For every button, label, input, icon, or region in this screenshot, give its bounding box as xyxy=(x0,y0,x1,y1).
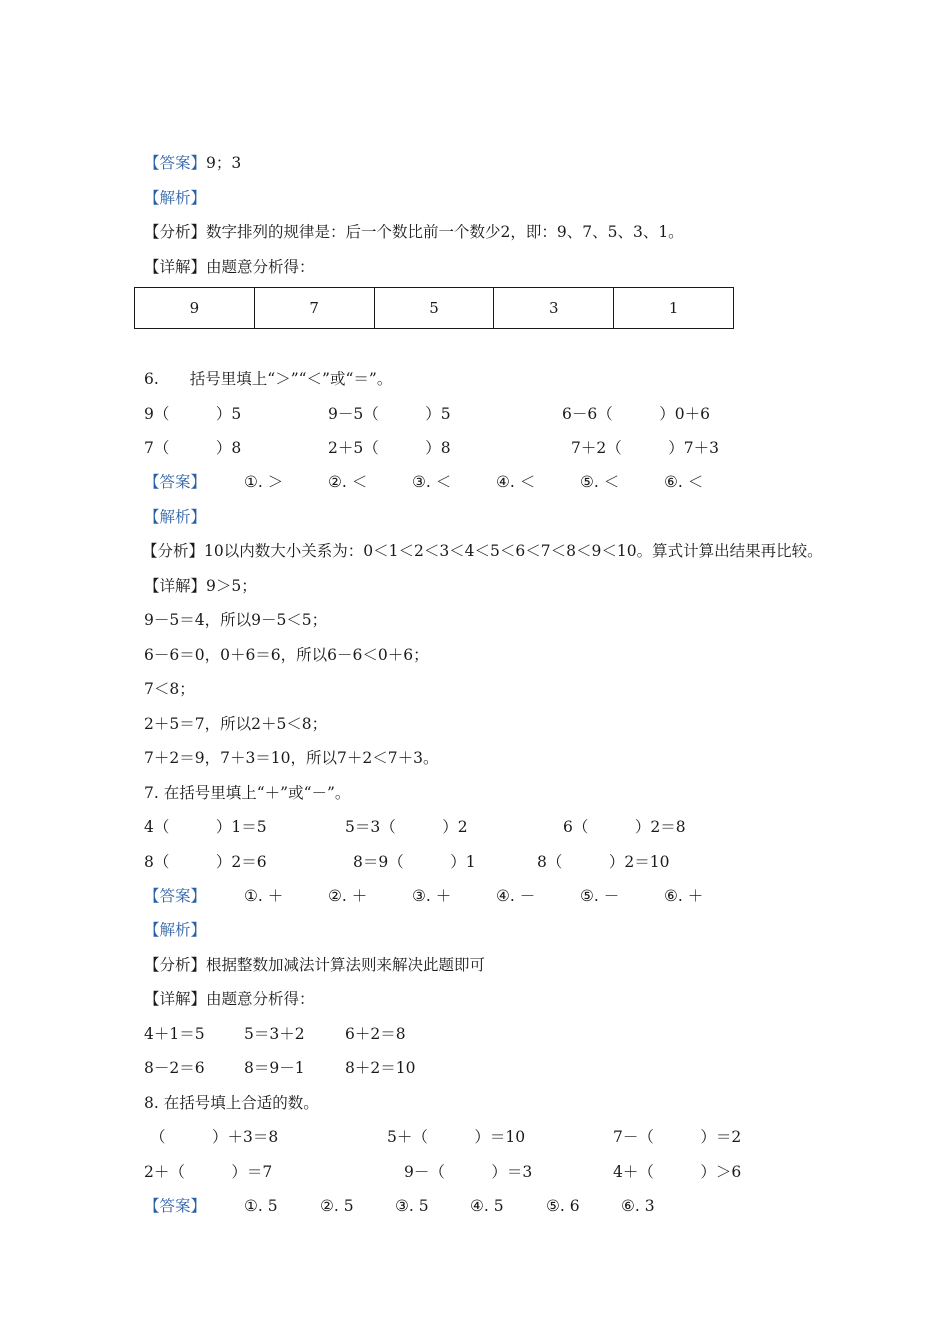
table-cell: 9 xyxy=(135,288,255,329)
q7-answer-1: ①. ＋ xyxy=(244,887,284,905)
q8-answer-tag: 【答案】 xyxy=(144,1197,207,1215)
q7-answer-5: ⑤. － xyxy=(580,887,620,905)
q7-item-6: 8（ ）2＝10 xyxy=(537,853,670,871)
q7-result-5: 8＝9－1 xyxy=(244,1059,305,1077)
detail-tag: 【详解】 xyxy=(144,258,207,276)
q6-item-2: 9－5（ ）5 xyxy=(328,405,451,423)
detail-tag: 【详解】 xyxy=(144,990,207,1008)
q6-item-6: 7＋2（ ）7＋3 xyxy=(571,439,719,457)
q7-result-3: 6＋2＝8 xyxy=(345,1025,406,1043)
q6-answer-2: ②. ＜ xyxy=(328,473,368,491)
q6-answer-3: ③. ＜ xyxy=(412,473,452,491)
detail-text: 由题意分析得： xyxy=(206,258,315,276)
analysis-tag: 【分析】 xyxy=(144,956,207,974)
q5-detail-line xyxy=(144,257,315,277)
q6-answer-5: ⑤. ＜ xyxy=(580,473,620,491)
q6-item-1: 9（ ）5 xyxy=(144,405,242,423)
sequence-table xyxy=(134,287,734,329)
q6-item-4: 7（ ）8 xyxy=(144,439,242,457)
q5-jiexi: 【解析】 xyxy=(144,189,207,207)
analysis-text: 10以内数大小关系为：0＜1＜2＜3＜4＜5＜6＜7＜8＜9＜10。算式计算出结果再比较。 xyxy=(204,542,823,560)
q8-answer-5: ⑤. 6 xyxy=(546,1197,580,1215)
q6-jiexi: 【解析】 xyxy=(144,508,207,526)
q6-item-5: 2＋5（ ）8 xyxy=(328,439,451,457)
q7-item-3: 6（ ）2＝8 xyxy=(563,818,686,836)
q6-detail-step-5: 7＋2＝9，7＋3＝10，所以7＋2＜7＋3。 xyxy=(144,749,439,767)
answer-text: 9；3 xyxy=(206,154,242,172)
q7-answer-6: ⑥. ＋ xyxy=(664,887,704,905)
q7-analysis-line xyxy=(144,955,485,975)
analysis-text: 数字排列的规律是：后一个数比前一个数少2，即：9、7、5、3、1。 xyxy=(206,223,684,241)
q6-analysis-line xyxy=(142,541,823,561)
q8-answer-4: ④. 5 xyxy=(470,1197,504,1215)
q7-result-6: 8＋2＝10 xyxy=(345,1059,416,1077)
q6-item-3: 6－6（ ）0＋6 xyxy=(562,405,710,423)
analysis-text: 根据整数加减法计算法则来解决此题即可 xyxy=(206,956,486,974)
q7-item-5: 8＝9（ ）1 xyxy=(353,853,476,871)
q7-result-4: 8－2＝6 xyxy=(144,1059,205,1077)
table-row xyxy=(135,288,734,329)
q7-jiexi: 【解析】 xyxy=(144,921,207,939)
q6-answer-6: ⑥. ＜ xyxy=(664,473,704,491)
q6-detail-step-1: 9－5＝4，所以9－5＜5； xyxy=(144,611,328,629)
q6-question: 6. 括号里填上“＞”“＜”或“＝”。 xyxy=(144,370,393,388)
q6-detail-step-3: 7＜8； xyxy=(144,680,195,698)
detail-text: 9＞5； xyxy=(206,577,257,595)
table-cell: 7 xyxy=(254,288,374,329)
q8-item-3: 7－（ ）＝2 xyxy=(613,1128,742,1146)
q7-answer-2: ②. ＋ xyxy=(328,887,368,905)
detail-text: 由题意分析得： xyxy=(206,990,315,1008)
q8-answer-1: ①. 5 xyxy=(244,1197,278,1215)
q6-detail-step-2: 6－6＝0，0＋6＝6，所以6－6＜0＋6； xyxy=(144,646,429,664)
q7-answer-3: ③. ＋ xyxy=(412,887,452,905)
q7-result-1: 4＋1＝5 xyxy=(144,1025,205,1043)
q7-result-2: 5＝3＋2 xyxy=(244,1025,305,1043)
analysis-tag: 【分析】 xyxy=(144,223,207,241)
q6-answer-1: ①. ＞ xyxy=(244,473,284,491)
q8-question: 8. 在括号填上合适的数。 xyxy=(144,1094,319,1112)
q7-item-4: 8（ ）2＝6 xyxy=(144,853,267,871)
q6-answer-4: ④. ＜ xyxy=(496,473,536,491)
q8-item-1: （ ）＋3＝8 xyxy=(150,1128,279,1146)
q5-analysis-line xyxy=(144,222,684,242)
q7-detail-line xyxy=(144,989,315,1009)
answer-tag: 【答案】 xyxy=(144,154,207,172)
q8-answer-3: ③. 5 xyxy=(395,1197,429,1215)
q6-detail-line xyxy=(144,576,257,596)
q7-item-1: 4（ ）1＝5 xyxy=(144,818,267,836)
q6-answer-tag: 【答案】 xyxy=(144,473,207,491)
analysis-tag: 【分析】 xyxy=(142,542,205,560)
q7-answer-tag: 【答案】 xyxy=(144,887,207,905)
q8-item-2: 5＋（ ）＝10 xyxy=(387,1128,526,1146)
q5-answer-line xyxy=(144,153,241,173)
table-cell: 5 xyxy=(374,288,494,329)
q8-item-5: 9－（ ）＝3 xyxy=(404,1163,533,1181)
q8-item-4: 2＋（ ）＝7 xyxy=(144,1163,273,1181)
q8-answer-6: ⑥. 3 xyxy=(621,1197,655,1215)
detail-tag: 【详解】 xyxy=(144,577,207,595)
q6-detail-step-4: 2＋5＝7，所以2＋5＜8； xyxy=(144,715,328,733)
table-cell: 3 xyxy=(494,288,614,329)
q7-question: 7. 在括号里填上“＋”或“－”。 xyxy=(144,784,351,802)
table-cell: 1 xyxy=(614,288,734,329)
q8-item-6: 4＋（ ）＞6 xyxy=(613,1163,742,1181)
q7-answer-4: ④. － xyxy=(496,887,536,905)
q7-item-2: 5＝3（ ）2 xyxy=(345,818,468,836)
q8-answer-2: ②. 5 xyxy=(320,1197,354,1215)
